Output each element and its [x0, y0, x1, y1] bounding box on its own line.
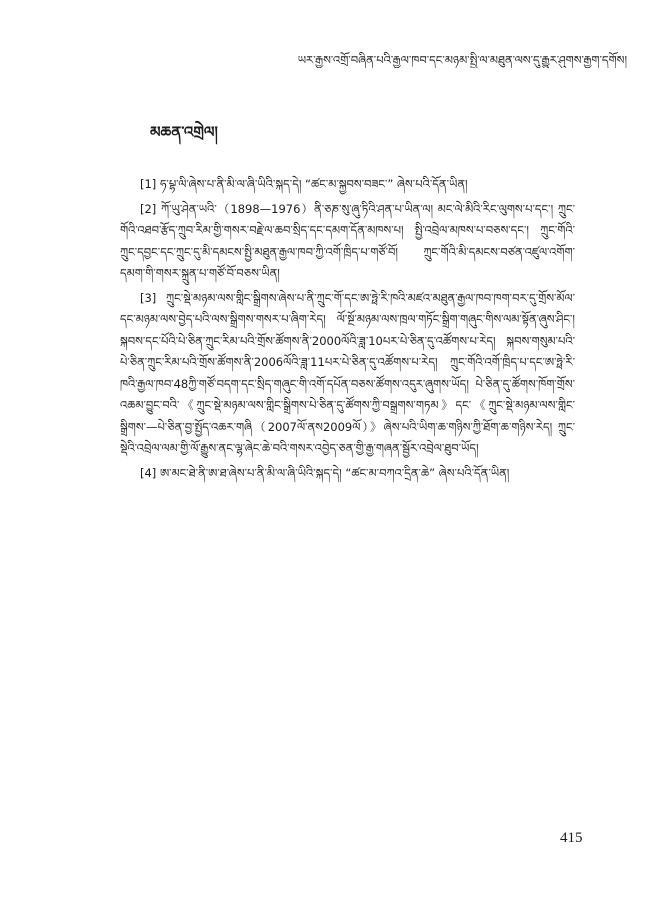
- running-header: ཡར་རྒྱས་འགྲོ་བཞིན་པའི་རྒྱལ་ཁབ་དང་མཉམ་སྤྱི་ལ་མཐུན་ལས་དུ་རྒྱུར་ཤུགས་རྒྱག་དགོས།: [297, 53, 627, 67]
- note-text: ཧ་པྷ་ལི་ཞེས་པ་ནི་མི་ལ་ཞི་ཡིའི་སྐད་དེ། “ཚང་མ་སྐྱབས་བཟང་” ཞེས་པའི་དོན་ཡིན།: [159, 177, 468, 191]
- note-text: ཀོ་ཡུ་ཤེན་ཡའི་（1898—1976）ནི་ཅཎ་སུ་ཞུ་ཏིའི་ཤན་པ་ཡིན་ལ། མང་ལེ་མིའི་རིང་ལུགས་པ་དང་། ཀྲུང་གོའི་འཐབ་རྩོད་ཀྲུབ་རིམ་གྱི་གསར་བརྗེ་ལ་ཆབ་སྲིད་དང་དམག་དོན་མཁས་པ། སྤྱི་འབྲེལ་མཁས་པ་བཅས་དང་། ཀྲུང་གོའི་ཀྲུང་དབྱང་དང་ཀྲུང་དུ་མི་དམངས་སྤྱི་མཐུན་རྒྱལ་ཁབ་ཀྱི་འགོ་ཁྲིད་པ་གཙོ་བོ། ཀྲུང་གོའི་མི་དམངས་བཙན་འཛུལ་འགོག་དམག་གི་གསར་སྐྲུན་པ་གཙོ་བོ་བཅས་ཡིན།: [120, 201, 575, 280]
- note-number: [4]: [140, 465, 157, 480]
- page-number: 415: [560, 830, 583, 846]
- note-3: [120, 288, 575, 460]
- note-4: [120, 463, 575, 485]
- section-title: མཆན་འགྲེལ།: [150, 123, 218, 141]
- note-text: ཀྲུང་སྡེ་མཉམ་ལས་གླིང་སྒྲིགས་ཞེས་པ་ནི་ཀྲུང་གོ་དང་ཨ་ཧྥེ་རི་ཁའི་མཛའ་མཐུན་རྒྱལ་ཁབ་ཁག་བར་དུ་གྲོས་མོལ་དང་མཉམ་ལས་བྱེད་པའི་ལས་སྒྲིགས་གསར་པ་ཞིག་རེད། ལོ་སྔོ་མཉམ་ལས་ཁྲལ་གཏོང་སྒྲིག་གཞུང་གིས་ལམ་སྟོན་ཞུས་ཤིང་། སྐབས་དང་པོའི་པེ་ཅིན་ཀྲུང་རིམ་པའི་གྲོས་ཚོགས་ནི་2000ལོའི་ཟླ་10པར་པེ་ཅིན་དུ་འཚོགས་པ་རེད། སྐབས་གསུམ་པའི་པེ་ཅིན་ཀྲུང་རིམ་པའི་གྲོས་ཚོགས་ནི་2006ལོའི་ཟླ་11པར་པེ་ཅིན་དུ་འཚོགས་པ་རེད། ཀྲུང་གོའི་འགོ་ཁྲིད་པ་དང་ཨ་ཧྥེ་རི་ཁའི་རྒྱལ་ཁབ་48ཀྱི་གཙོ་བདག་དང་སྲིད་གཞུང་གི་འགོ་དཔོན་བཅས་ཚོགས་འདུར་ཞུགས་ཡོད། པེ་ཅིན་དུ་ཚོགས་ཁོག་གྲོས་འཆམ་བྱུང་བའི་《ཀྲུང་སྡེ་མཉམ་ལས་གླིང་སྒྲིགས་པེ་ཅིན་དུ་ཚོགས་ཀྱི་བསྒྲགས་གཏམ》དང་《ཀྲུང་སྡེ་མཉམ་ལས་གླིང་སྒྲིགས་—པེ་ཅིན་བྱ་སྤྱོད་འཆར་གཞི（2007ལོ་ནས2009ལོ）》ཞེས་པའི་ཡིག་ཆ་གཉིས་ཀྱི་ཐོག་ཆ་གཉིས་རེད། ཀྲུང་སྡེའི་འབྲེལ་ལམ་གྱི་ལོ་རྒྱུས་ནང་ལྷ་ཞེང་ཆེ་བའི་གསར་འབྱེད་ཅན་གྱི་རྒྱ་གཞན་སྦྱོར་འབྲེལ་ཐུབ་ཡོད།: [120, 290, 575, 455]
- note-number: [3]: [140, 290, 157, 305]
- note-number: [1]: [140, 177, 157, 191]
- note-1: [120, 174, 575, 196]
- note-number: [2]: [140, 201, 157, 216]
- note-2: [120, 199, 575, 285]
- notes-list: [120, 174, 575, 484]
- note-text: ཨ་མང་ཐེ་ནི་ཨ་ཐ་ཞེས་པ་ནི་མི་ལ་ཞི་ཡིའི་སྐད་དེ། “ཚང་མ་བཀའ་དྲིན་ཆེ” ཞེས་པའི་དོན་ཡིན།: [159, 465, 510, 480]
